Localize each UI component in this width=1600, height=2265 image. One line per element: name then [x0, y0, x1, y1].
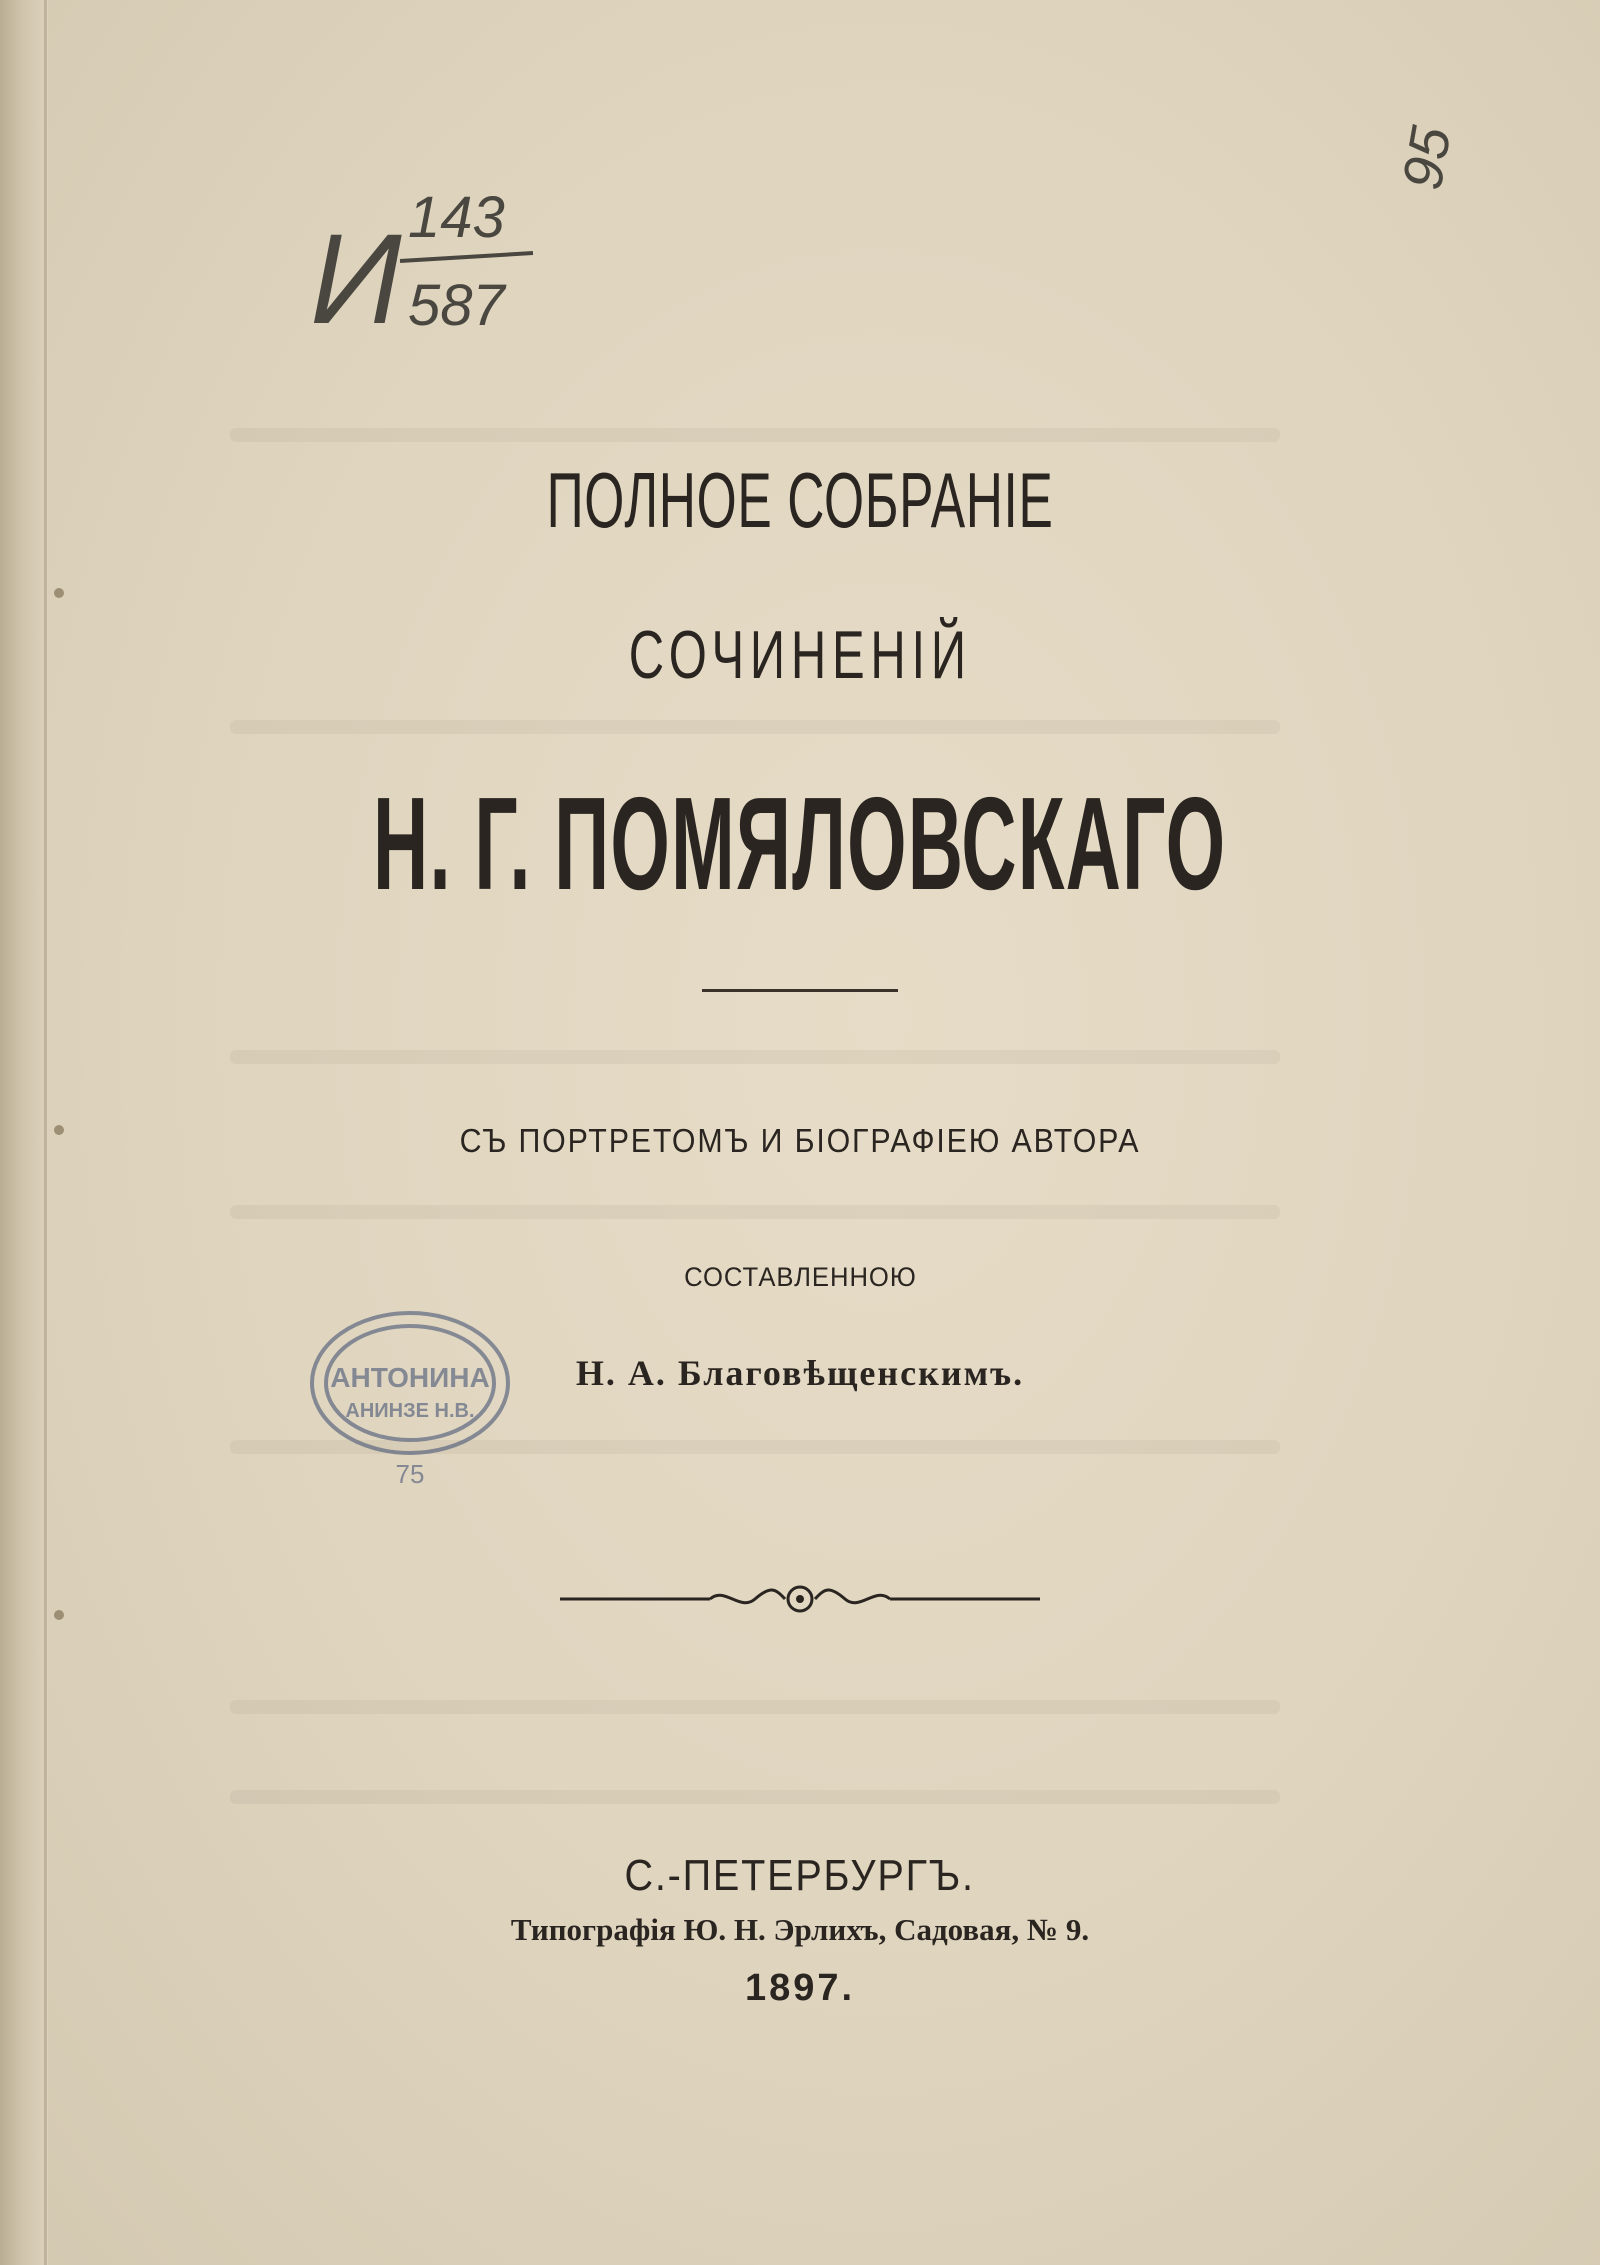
shelf-mark-letter: И — [310, 208, 402, 351]
stamp-number: 75 — [395, 1459, 425, 1489]
subtitle-compiled-line — [0, 1262, 1600, 1293]
library-stamp — [305, 1305, 515, 1495]
compiler-name: Н. А. Благовѣщенскимъ. — [575, 1353, 1025, 1393]
title-text: ПОЛНОЕ СОБРАНІЕ — [546, 456, 1054, 544]
title-line-author — [0, 768, 1600, 921]
shelf-mark-top: 143 — [408, 185, 505, 250]
ornament-divider — [560, 1582, 1040, 1616]
corner-number-text: 95 — [1389, 121, 1463, 195]
stamp-text: АНТОНИНА — [330, 1362, 490, 1393]
subtitle-text: СЪ ПОРТРЕТОМЪ И БІОГРАФІЕЮ АВТОРА — [459, 1122, 1141, 1159]
handwritten-corner-number — [1389, 80, 1488, 200]
handwritten-shelf-mark — [308, 175, 538, 365]
imprint-printer — [0, 1912, 1600, 1948]
show-through-text — [230, 1790, 1280, 1804]
imprint-year — [0, 1966, 1600, 2010]
binding-stitch — [54, 1610, 64, 1620]
show-through-text — [230, 720, 1280, 734]
city-text: С.-ПЕТЕРБУРГЪ. — [624, 1851, 976, 1900]
printer-text: Типографія Ю. Н. Эрлихъ, Садовая, № 9. — [510, 1912, 1090, 1947]
show-through-text — [230, 1050, 1280, 1064]
subtitle-portrait-line — [0, 1122, 1600, 1161]
show-through-text — [230, 1700, 1280, 1714]
show-through-text — [230, 1205, 1280, 1219]
binding-stitch — [54, 588, 64, 598]
year-text: 1897. — [744, 1967, 856, 2009]
author-name: Н. Г. ПОМЯЛОВСКАГО — [373, 770, 1227, 917]
stamp-text: АНИНЗЕ Н.В. — [345, 1400, 475, 1422]
show-through-text — [230, 428, 1280, 442]
subtitle-text: СОСТАВЛЕННОЮ — [683, 1262, 917, 1292]
imprint-city — [0, 1850, 1600, 1901]
title-divider-rule — [702, 989, 898, 992]
shelf-mark-bottom: 587 — [408, 273, 505, 338]
title-text: СОЧИНЕНІЙ — [628, 617, 972, 693]
title-line-collected-works — [0, 455, 1600, 546]
title-line-works — [0, 616, 1600, 695]
compiler-name-line — [0, 1352, 1600, 1394]
